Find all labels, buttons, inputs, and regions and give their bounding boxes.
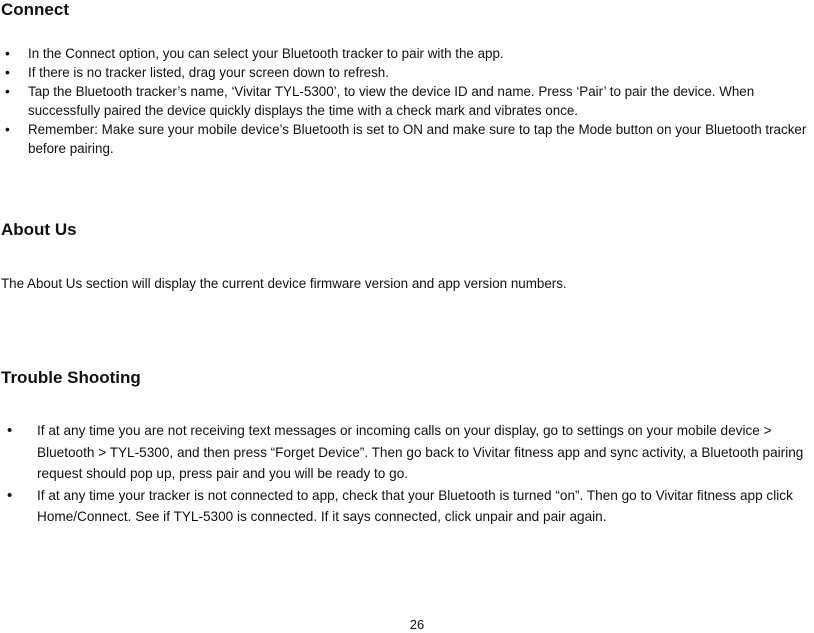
list-item bbox=[7, 420, 807, 485]
list-item bbox=[5, 82, 814, 120]
about-us-paragraph: The About Us section will display the current device firmware version and app version numbers. bbox=[1, 276, 567, 291]
bullet-icon: • bbox=[5, 83, 10, 99]
section-heading-trouble-shooting: Trouble Shooting bbox=[1, 368, 141, 387]
connect-bullet-list bbox=[5, 44, 814, 158]
list-item-text: If at any time you are not receiving text messages or incoming calls on your display, go to settings on your mobile device > Bluetooth > TYL-5300, and then press “Forget Device”. Then go back to Vivitar fitness app and sync activity, a Bluetooth pairing request should pop up, press pair and you will be ready to go. bbox=[37, 423, 804, 481]
bullet-icon: • bbox=[5, 45, 10, 61]
bullet-icon: • bbox=[5, 64, 10, 80]
list-item-text: If there is no tracker listed, drag your screen down to refresh. bbox=[28, 65, 389, 80]
list-item bbox=[7, 485, 807, 528]
list-item bbox=[5, 120, 814, 158]
list-item-text: Tap the Bluetooth tracker’s name, ‘Vivitar TYL-5300’, to view the device ID and name. Press ‘Pair’ to pair the device. When successfully paired the device quickly displays the time with a check mark and vibrates once. bbox=[28, 84, 755, 118]
list-item-text: In the Connect option, you can select your Bluetooth tracker to pair with the app. bbox=[28, 46, 504, 61]
list-item bbox=[5, 44, 814, 63]
trouble-shooting-bullet-list bbox=[7, 420, 807, 528]
section-heading-connect: Connect bbox=[1, 0, 69, 19]
section-heading-about-us: About Us bbox=[1, 220, 77, 239]
bullet-icon: • bbox=[7, 486, 13, 504]
bullet-icon: • bbox=[5, 121, 10, 137]
page-number: 26 bbox=[409, 617, 425, 632]
bullet-icon: • bbox=[7, 422, 13, 439]
list-item-text: Remember: Make sure your mobile device’s Bluetooth is set to ON and make sure to tap the Mode button on your Bluetooth tracker before pairing. bbox=[28, 122, 807, 156]
list-item-text: If at any time your tracker is not connected to app, check that your Bluetooth is turned “on”. Then go to Vivitar fitness app click Home/Connect. See if TYL-5300 is connected. If it says connected, click unpair and pair again. bbox=[37, 487, 793, 524]
list-item bbox=[5, 63, 814, 82]
